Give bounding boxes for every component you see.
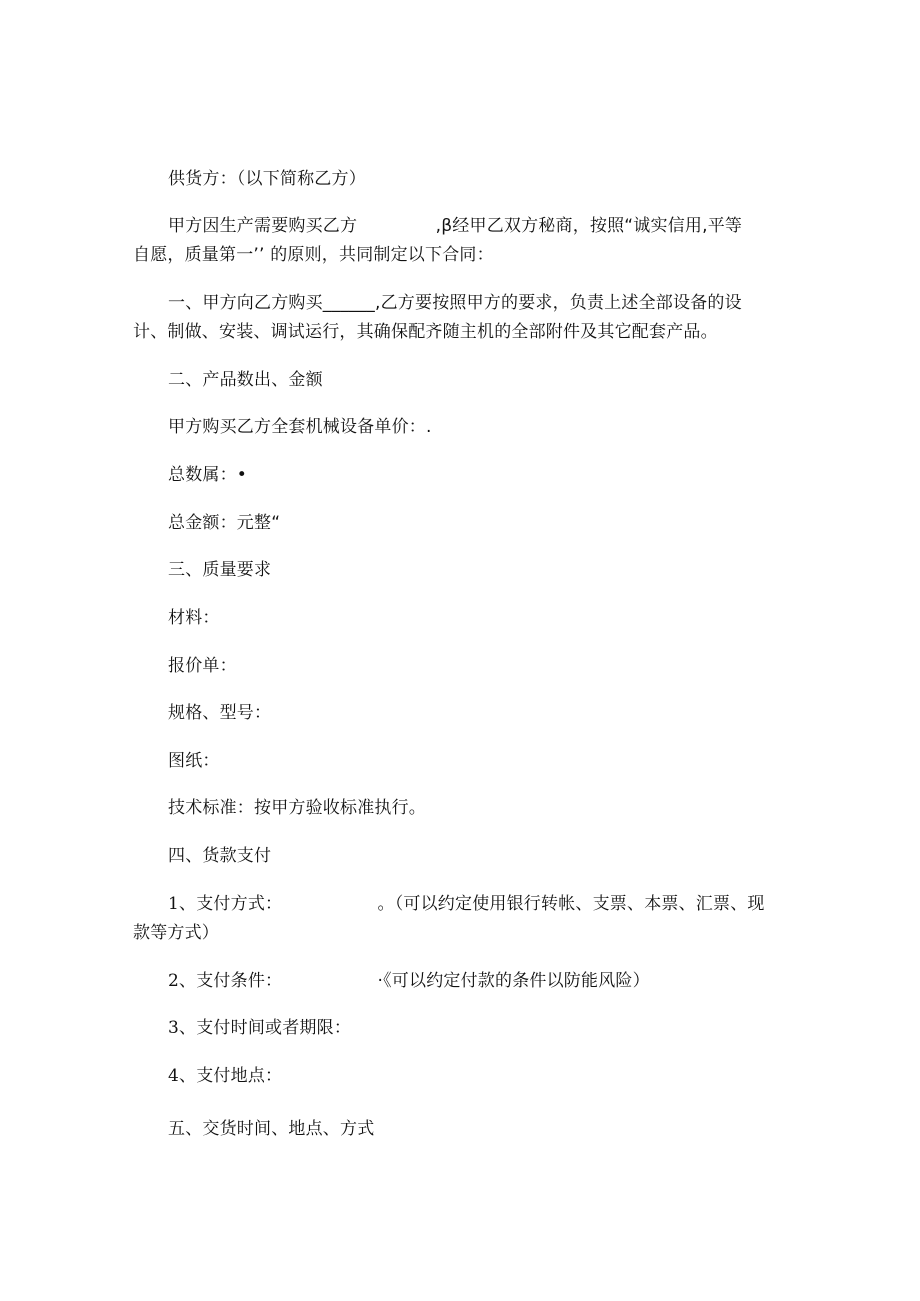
intro-line-1: 甲方因生产需要购买乙方 ,β经甲乙双方秘商，按照“诚实信用,平等 [168, 216, 743, 236]
section3-title: 三、质量要求 [168, 560, 272, 580]
unit-price-line: 甲方购买乙方全套机械设备单价：. [168, 417, 432, 437]
section5-title: 五、交货时间、地点、方式 [168, 1119, 375, 1139]
tech-standard-line: 技术标准：按甲方验收标准执行。 [168, 798, 426, 818]
payment-place-line [168, 1065, 282, 1087]
clause1-line-2: 计、制做、安装、调试运行，其确保配齐随主机的全部附件及其它配套产品。 [133, 322, 718, 342]
supplier-line: 供货方：（以下简称乙方） [168, 169, 366, 189]
payment-terms-line [168, 970, 650, 992]
clause1-line-1: 一、甲方向乙方购买______,乙方要按照甲方的要求，负责上述全部设备的设 [168, 293, 742, 313]
payment-time-line [168, 1017, 351, 1039]
material-line: 材料： [168, 608, 220, 628]
payment-method-number: 1 [168, 894, 180, 914]
payment-place-text: 、支付地点： [179, 1066, 283, 1086]
section4-title: 四、货款支付 [168, 846, 272, 866]
spec-line: 规格、型号： [168, 703, 272, 723]
section2-title: 二、产品数出、金额 [168, 370, 323, 390]
total-quantity-line: 总数属：• [168, 465, 248, 485]
payment-method-line [168, 893, 765, 915]
payment-time-number: 3 [168, 1018, 180, 1038]
total-amount-line: 总金额：元整“ [168, 513, 281, 533]
payment-time-text: 、支付时间或者期限： [179, 1018, 352, 1038]
quote-line: 报价单： [168, 656, 237, 676]
payment-terms-number: 2 [168, 971, 180, 991]
payment-place-number: 4 [168, 1066, 180, 1086]
payment-method-line-2: 款等方式） [133, 923, 219, 943]
payment-method-text: 、支付方式： 。（可以约定使用银行转帐、支票、本票、汇票、现 [179, 894, 765, 914]
payment-terms-text: 、支付条件： ·《可以约定付款的条件以防能风险） [179, 971, 650, 991]
intro-line-2: 自愿，质量第一’’ 的原则，共同制定以下合同： [133, 245, 494, 265]
drawing-line: 图纸： [168, 751, 220, 771]
